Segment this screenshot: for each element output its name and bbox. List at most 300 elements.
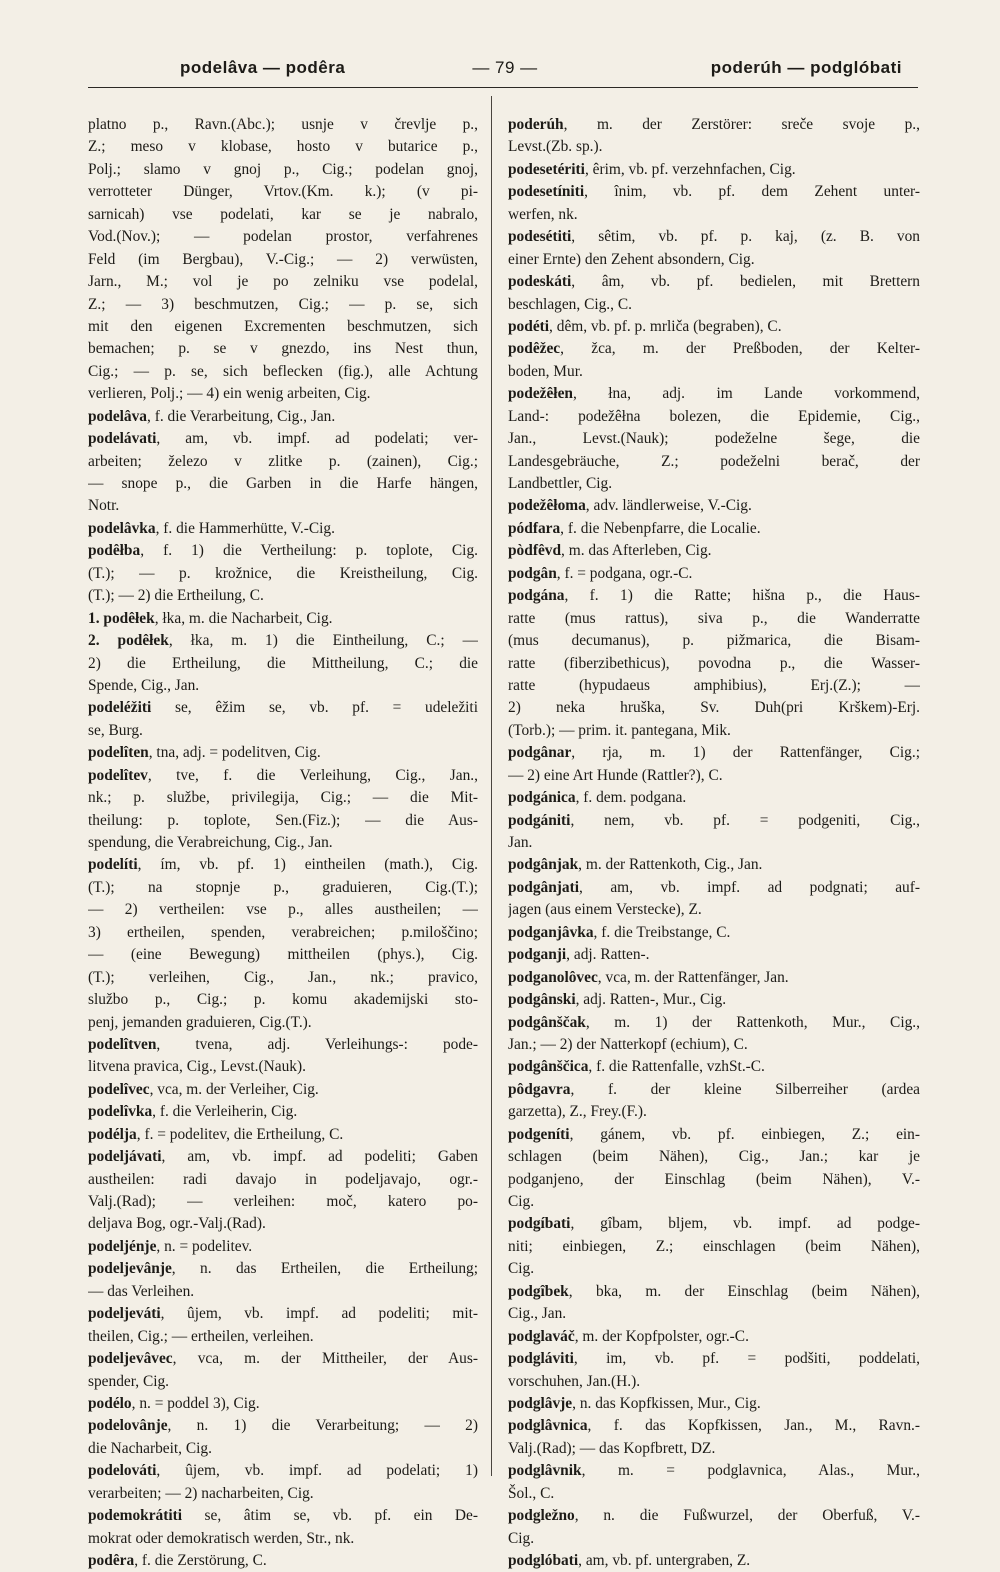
headword: pôdgavra (508, 1080, 571, 1098)
entry-text: , rja, m. 1) der Rattenfänger, Cig.; (571, 744, 920, 762)
entry-line (508, 159, 920, 181)
text-line (88, 1438, 478, 1460)
headword: podgležno (508, 1507, 575, 1525)
entry-text: , f. die Zerstörung, C. (134, 1552, 267, 1569)
entry-text: , bka, m. der Einschlag (beim Nähen), (568, 1282, 920, 1300)
entry-text: , žca, m. der Preßboden, der Kelter- (560, 340, 920, 358)
entry-line (88, 1101, 478, 1123)
headword: podganjâvka (508, 923, 594, 941)
text-line (508, 720, 920, 742)
text-line (88, 810, 478, 832)
text-line (88, 675, 478, 697)
headword: podeskáti (508, 273, 572, 291)
entry-text: arbeiten; železo v zlitke p. (zainen), Cig.; (88, 452, 478, 470)
entry-line (508, 383, 920, 405)
entry-text: , f. der kleine Silberreiher (ardea (570, 1080, 920, 1098)
entry-line (88, 1258, 478, 1280)
text-line (508, 675, 920, 697)
text-line (88, 1012, 478, 1034)
text-line (508, 1258, 920, 1280)
headword: podglâvje (508, 1394, 573, 1412)
headword: podgláviti (508, 1350, 574, 1368)
entry-text: se, êžim se, vb. pf. = udeležiti (151, 699, 478, 717)
text-line (88, 271, 478, 293)
entry-line (508, 1056, 920, 1078)
entry-text: , înim, vb. pf. dem Zehent unter- (584, 183, 920, 201)
header-left-guide-words: podelâva — podêra (180, 58, 346, 77)
headword: podežêłen (508, 385, 573, 403)
entry-line (508, 877, 920, 899)
entry-text: , m. der Zerstörer: sreče svoje p., (563, 116, 920, 133)
entry-text: sarnicah) vse podelati, kar se je nabralo, (88, 205, 478, 223)
entry-line (508, 518, 920, 540)
headword: podgânski (508, 991, 576, 1009)
entry-text: Cig. (508, 1260, 535, 1278)
entry-text: verlieren, Polj.; — 4) ein wenig arbeiten, Cig. (88, 385, 371, 403)
entry-text: , m. = podglavnica, Alas., Mur., (581, 1462, 920, 1480)
entry-line (508, 1326, 920, 1348)
headword: podeléžiti (88, 699, 152, 717)
entry-text: Šol., C. (508, 1484, 555, 1502)
headword: podelâva (88, 407, 148, 425)
entry-text: verarbeiten; — 2) nacharbeiten, Cig. (88, 1484, 314, 1502)
headword: podélja (88, 1125, 137, 1143)
entry-text: Cig. (508, 1193, 535, 1210)
entry-text: , f. = podelitev, die Ertheilung, C. (136, 1125, 344, 1143)
entry-text: Valj.(Rad); — das Kopfbrett, DZ. (508, 1439, 716, 1457)
text-line (88, 653, 478, 675)
entry-text: , łna, adj. im Lande vorkommend, (572, 385, 920, 403)
text-line (508, 1101, 920, 1123)
entry-text: Levst.(Zb. sp.). (508, 138, 603, 156)
text-line (508, 204, 920, 226)
right-column (508, 114, 920, 1572)
entry-line (508, 271, 920, 293)
entry-text: Landbettler, Cig. (508, 475, 613, 492)
entry-text: , n. die Fußwurzel, der Oberfuß, V.- (574, 1507, 920, 1525)
entry-text: , f. 1) die Vertheilung: p. toplote, Cig. (140, 542, 478, 560)
entry-text: spendung, die Verabreichung, Cig., Jan. (88, 834, 333, 851)
entry-line (88, 765, 478, 787)
entry-text: , âm, vb. pf. bedielen, mit Brettern (571, 273, 920, 291)
entry-line (88, 1550, 478, 1572)
headword: podgánica (508, 789, 576, 807)
text-line (508, 428, 920, 450)
entry-text: , ím, vb. pf. 1) eintheilen (math.), Cig. (137, 856, 478, 874)
text-line (508, 361, 920, 383)
entry-text: , f. dem. podgana. (575, 789, 687, 807)
entry-text: Spende, Cig., Jan. (88, 676, 200, 694)
entry-text: , tvena, adj. Verleihungs-: pode- (156, 1035, 478, 1053)
text-line (88, 899, 478, 921)
text-line (88, 720, 478, 742)
entry-text: litvena pravica, Cig., Levst.(Nauk). (88, 1058, 306, 1076)
entry-text: , dêm, vb. pf. p. mrliča (begraben), C. (549, 317, 782, 335)
headword: podêžec (508, 340, 561, 358)
entry-line (508, 1281, 920, 1303)
entry-text: , łka, m. 1) die Eintheilung, C.; — (168, 632, 478, 650)
headword: podgânjak (508, 856, 579, 874)
entry-text: , f. 1) die Ratte; hišna p., die Haus- (564, 587, 920, 605)
headword: podêra (88, 1552, 135, 1569)
text-line (508, 1034, 920, 1056)
text-line (508, 653, 920, 675)
page-number: — 79 — (472, 58, 538, 77)
entry-text: Land-: podežêłna bolezen, die Epidemie, Cig., (508, 407, 920, 425)
entry-text: Z.; — 3) beschmutzen, Cig.; — p. se, sich (88, 295, 478, 313)
headword: podélo (88, 1394, 132, 1412)
entry-text: , łka, m. die Nacharbeit, Cig. (154, 609, 333, 627)
entry-text: , m. 1) der Rattenkoth, Mur., Cig., (585, 1013, 920, 1031)
text-line (88, 249, 478, 271)
headword: podelávati (88, 430, 157, 448)
entry-text: die Nacharbeit, Cig. (88, 1439, 212, 1457)
entry-line (508, 967, 920, 989)
text-line (508, 1438, 920, 1460)
text-line (508, 1146, 920, 1168)
entry-line (508, 1348, 920, 1370)
entry-text: , gánem, vb. pf. einbiegen, Z.; ein- (569, 1125, 920, 1143)
entry-line (508, 1124, 920, 1146)
text-line (508, 136, 920, 158)
entry-text: podganjeno, der Einschlag (beim Nähen), V.- (508, 1170, 920, 1188)
entry-text: Jan.; — 2) der Natterkopf (echium), C. (508, 1035, 748, 1053)
entry-line (88, 1034, 478, 1056)
headword: poderúh (508, 116, 564, 133)
entry-text: , adj. Ratten-. (566, 946, 650, 964)
entry-text: (T.); — p. krožnice, die Kreistheilung, Cig. (88, 564, 478, 582)
text-line (508, 473, 920, 495)
entry-text: theilung: p. toplote, Sen.(Fiz.); — die Aus- (88, 811, 478, 829)
entry-text: , m. der Rattenkoth, Cig., Jan. (578, 856, 763, 874)
headword: podgíbati (508, 1215, 571, 1233)
headword: podelováti (88, 1462, 157, 1480)
entry-text: , f. die Hammerhütte, V.-Cig. (155, 519, 335, 537)
entry-text: , tna, adj. = podelitven, Cig. (148, 744, 321, 762)
entry-text: , vca, m. der Rattenfänger, Jan. (597, 968, 789, 986)
text-line (88, 136, 478, 158)
entry-text: se, âtim se, vb. pf. ein De- (182, 1507, 478, 1525)
text-line (508, 832, 920, 854)
entry-line (88, 1415, 478, 1437)
entry-line (88, 1124, 478, 1146)
text-line (88, 473, 478, 495)
entry-text: , n. das Ertheilen, die Ertheilung; (171, 1260, 478, 1278)
entry-text: Polj.; slamo v gnoj p., Cig.; podelan gnoj, (88, 160, 478, 178)
headword: podgânjati (508, 878, 579, 896)
entry-line (508, 1012, 920, 1034)
text-line (508, 406, 920, 428)
entry-text: , sêtim, vb. pf. p. kaj, (z. B. von (571, 228, 920, 246)
entry-text: schlagen (beim Nähen), Cig., Jan.; kar je (508, 1148, 920, 1166)
entry-text: (T.); verleihen, Cig., Jan., nk.; pravico, (88, 968, 478, 986)
entry-line (508, 181, 920, 203)
text-line (508, 294, 920, 316)
entry-line (508, 495, 920, 517)
headword: podgeníti (508, 1125, 570, 1143)
entry-text: austheilen: radi davajo in podeljavajo, ogr.- (88, 1170, 478, 1188)
entry-text: Feld (im Bergbau), V.-Cig.; — 2) verwüsten, (88, 250, 478, 268)
headword: podelîvka (88, 1103, 153, 1121)
entry-text: ratte (mus rattus), siva p., die Wanderratte (508, 609, 920, 627)
headword: podeljávati (88, 1148, 162, 1166)
entry-text: (T.); na stopnje p., graduieren, Cig.(T.); (88, 878, 478, 896)
entry-text: bemachen; p. se v gnezdo, ins Nest thun, (88, 340, 478, 358)
entry-text: 3) ertheilen, spenden, verabreichen; p.miloščino; (88, 923, 478, 941)
left-column (88, 114, 478, 1572)
text-line (88, 989, 478, 1011)
entry-text: , adj. Ratten-, Mur., Cig. (575, 991, 727, 1009)
text-line (508, 1483, 920, 1505)
text-line (88, 944, 478, 966)
text-line (88, 226, 478, 248)
text-line (88, 1056, 478, 1078)
entry-text: — 2) vertheilen: vse p., alles austheilen; — (88, 901, 478, 919)
entry-text: se, Burg. (88, 721, 143, 739)
headword: podeljeváti (88, 1305, 161, 1323)
entry-text: , vca, m. der Mittheiler, der Aus- (172, 1350, 478, 1368)
headword: podežêłoma (508, 497, 586, 515)
entry-line (88, 1393, 478, 1415)
column-divider (491, 96, 492, 1476)
text-line (88, 159, 478, 181)
text-line (508, 1169, 920, 1191)
text-line (88, 1483, 478, 1505)
text-line (508, 899, 920, 921)
headword: podganolôvec (508, 968, 598, 986)
entry-text: , adv. ländlerweise, V.-Cig. (585, 497, 752, 515)
headword: pódfara (508, 519, 561, 537)
entry-text: , ûjem, vb. impf. ad podeliti; mit- (160, 1305, 478, 1323)
text-line (508, 1191, 920, 1213)
text-line (88, 495, 478, 517)
entry-text: werfen, nk. (508, 205, 578, 223)
entry-text: ratte (hypudaeus amphibius), Erj.(Z.); — (508, 676, 920, 694)
text-line (508, 451, 920, 473)
entry-line (508, 854, 920, 876)
headword: podesetériti (508, 160, 585, 178)
entry-line (508, 1213, 920, 1235)
entry-line (508, 944, 920, 966)
entry-line (88, 540, 478, 562)
text-line (88, 204, 478, 226)
headword: podglaváč (508, 1327, 575, 1345)
entry-line (88, 428, 478, 450)
entry-text: , f. die Nebenpfarre, die Localie. (560, 519, 761, 537)
entry-text: , am, vb. impf. ad podgnati; auf- (579, 878, 920, 896)
text-line (88, 585, 478, 607)
headword: podesetíniti (508, 183, 585, 201)
entry-text: , f. die Treibstange, C. (593, 923, 731, 941)
entry-line (88, 1348, 478, 1370)
text-line (88, 181, 478, 203)
text-line (88, 316, 478, 338)
entry-line (508, 1393, 920, 1415)
entry-text: Z.; meso v klobase, hosto v butarice p., (88, 138, 478, 156)
text-line (508, 630, 920, 652)
text-line (88, 114, 478, 136)
header-rule (88, 87, 918, 88)
entry-line (508, 563, 920, 585)
headword: podéti (508, 317, 550, 335)
entry-text: , f. die Verleiherin, Cig. (152, 1103, 298, 1121)
running-header (90, 56, 920, 86)
text-line (508, 249, 920, 271)
entry-text: Cig., Jan. (508, 1305, 567, 1323)
headword: pòdfêvd (508, 542, 562, 560)
text-line (88, 1371, 478, 1393)
entry-text: vorschuhen, Jan.(H.). (508, 1372, 641, 1390)
entry-text: Valj.(Rad); — verleihen: moč, katero po- (88, 1193, 478, 1210)
headword: podgána (508, 587, 565, 605)
entry-text: jagen (aus einem Verstecke), Z. (508, 901, 702, 919)
entry-text: (Torb.); — prim. it. pantegana, Mik. (508, 721, 731, 739)
entry-line (88, 1146, 478, 1168)
text-line (88, 1281, 478, 1303)
text-line (88, 563, 478, 585)
headword: podelîten (88, 744, 149, 762)
entry-text: mokrat oder demokratisch werden, Str., nk. (88, 1529, 355, 1547)
entry-line (88, 1460, 478, 1482)
entry-text: Jan. (508, 834, 533, 851)
entry-text: , f. die Verarbeitung, Cig., Jan. (147, 407, 336, 425)
entry-line (88, 608, 478, 630)
entry-text: theilen, Cig.; — ertheilen, verleihen. (88, 1327, 314, 1345)
entry-line (88, 854, 478, 876)
headword: podgân (508, 564, 557, 582)
entry-line (508, 787, 920, 809)
entry-text: Notr. (88, 497, 120, 515)
entry-line (88, 1079, 478, 1101)
text-line (88, 1528, 478, 1550)
headword: podêłba (88, 542, 141, 560)
entry-text: (mus decumanus), p. pižmarica, die Bisam- (508, 632, 920, 650)
entry-text: — snope p., die Garben in die Harfe hängen, (88, 475, 478, 492)
entry-text: , n. das Kopfkissen, Mur., Cig. (572, 1394, 761, 1412)
headword: podeljénje (88, 1237, 157, 1255)
headword: podglóbati (508, 1552, 579, 1569)
text-line (88, 1169, 478, 1191)
headword: 1. podêłek (88, 609, 155, 627)
text-line (88, 361, 478, 383)
entry-line (508, 1550, 920, 1572)
headword: podeljevâvec (88, 1350, 173, 1368)
headword: podglâvnica (508, 1417, 588, 1435)
text-line (88, 294, 478, 316)
headword: podglâvnik (508, 1462, 582, 1480)
entry-text: Vod.(Nov.); — podelan prostor, verfahrenes (88, 228, 478, 246)
entry-text: 2) die Ertheilung, die Mittheilung, C.; die (88, 654, 478, 672)
text-line (88, 1213, 478, 1235)
entry-line (88, 1303, 478, 1325)
entry-text: Cig.; — p. se, sich beflecken (fig.), alle Achtung (88, 362, 478, 380)
entry-text: — das Verleihen. (88, 1282, 195, 1300)
entry-line (88, 630, 478, 652)
entry-text: , n. 1) die Verarbeitung; — 2) (167, 1417, 478, 1435)
entry-text: , êrim, vb. pf. verzehnfachen, Cig. (584, 160, 796, 178)
entry-text: , am, vb. impf. ad podelati; ver- (156, 430, 478, 448)
entry-text: , f. die Rattenfalle, vzhSt.-C. (588, 1058, 765, 1076)
entry-line (88, 518, 478, 540)
entry-line (508, 1079, 920, 1101)
entry-text: Landesgebräuche, Z.; podeželni berač, der (508, 452, 920, 470)
entry-text: , m. der Kopfpolster, ogr.-C. (574, 1327, 749, 1345)
headword: podgânar (508, 744, 572, 762)
entry-text: , im, vb. pf. = podšiti, poddelati, (573, 1350, 920, 1368)
text-line (508, 1236, 920, 1258)
entry-text: , am, vb. impf. ad podeliti; Gaben (161, 1148, 478, 1166)
text-line (88, 383, 478, 405)
headword: 2. podêłek (88, 632, 169, 650)
entry-line (88, 697, 478, 719)
entry-line (508, 922, 920, 944)
headword: podgânščica (508, 1058, 589, 1076)
text-line (88, 451, 478, 473)
text-line (508, 1371, 920, 1393)
text-line (88, 338, 478, 360)
entry-line (508, 1505, 920, 1527)
entry-text: — (eine Bewegung) mittheilen (phys.), Cig. (88, 946, 478, 964)
entry-text: — 2) eine Art Hunde (Rattler?), C. (508, 766, 723, 784)
entry-text: penj, jemanden graduieren, Cig.(T.). (88, 1013, 312, 1031)
entry-text: Cig. (508, 1529, 535, 1547)
entry-text: beschlagen, Cig., C. (508, 295, 632, 313)
headword: podgîbek (508, 1282, 569, 1300)
entry-text: , f. = podgana, ogr.-C. (556, 564, 693, 582)
entry-text: 2) neka hruška, Sv. Duh(pri Krškem)-Erj. (508, 699, 920, 717)
entry-line (88, 1505, 478, 1527)
entry-text: , vca, m. der Verleiher, Cig. (149, 1080, 319, 1098)
headword: podelíti (88, 856, 138, 874)
entry-line (508, 585, 920, 607)
entry-line (508, 1460, 920, 1482)
entry-text: verrotteter Dünger, Vrtov.(Km. k.); (v pi- (88, 183, 478, 201)
entry-line (508, 114, 920, 136)
entry-text: mit den eigenen Excrementen beschmutzen, sich (88, 317, 478, 335)
headword: podelîvec (88, 1080, 150, 1098)
entry-line (88, 406, 478, 428)
text-line (88, 1191, 478, 1213)
entry-line (508, 316, 920, 338)
entry-line (508, 338, 920, 360)
text-line (88, 922, 478, 944)
entry-line (88, 1236, 478, 1258)
entry-text: nk.; p. službe, privilegija, Cig.; — die Mit- (88, 789, 478, 807)
entry-text: , n. = podelitev. (156, 1237, 253, 1255)
text-line (508, 1528, 920, 1550)
entry-line (508, 1415, 920, 1437)
entry-text: ratte (fiberzibethicus), povodna p., die Wasser- (508, 654, 920, 672)
entry-line (508, 989, 920, 1011)
entry-text: deljava Bog, ogr.-Valj.(Rad). (88, 1215, 266, 1233)
entry-line (508, 540, 920, 562)
text-line (508, 608, 920, 630)
entry-text: niti; einbiegen, Z.; einschlagen (beim Nähen), (508, 1237, 920, 1255)
headword: podelîtev (88, 766, 148, 784)
entry-line (508, 810, 920, 832)
text-line (508, 1303, 920, 1325)
entry-text: , n. = poddel 3), Cig. (131, 1394, 260, 1412)
entry-text: , tve, f. die Verleihung, Cig., Jan., (147, 766, 478, 784)
entry-text: Jarn., M.; vol je po zelniku vse podelal, (88, 273, 478, 291)
entry-text: , am, vb. pf. untergraben, Z. (578, 1552, 751, 1569)
entry-text: , ûjem, vb. impf. ad podelati; 1) (156, 1462, 478, 1480)
entry-text: garzetta), Z., Frey.(F.). (508, 1103, 647, 1121)
headword: podganji (508, 946, 567, 964)
entry-line (508, 742, 920, 764)
headword: podelâvka (88, 519, 156, 537)
entry-text: službo p., Cig.; p. komu akademijski sto- (88, 991, 478, 1009)
